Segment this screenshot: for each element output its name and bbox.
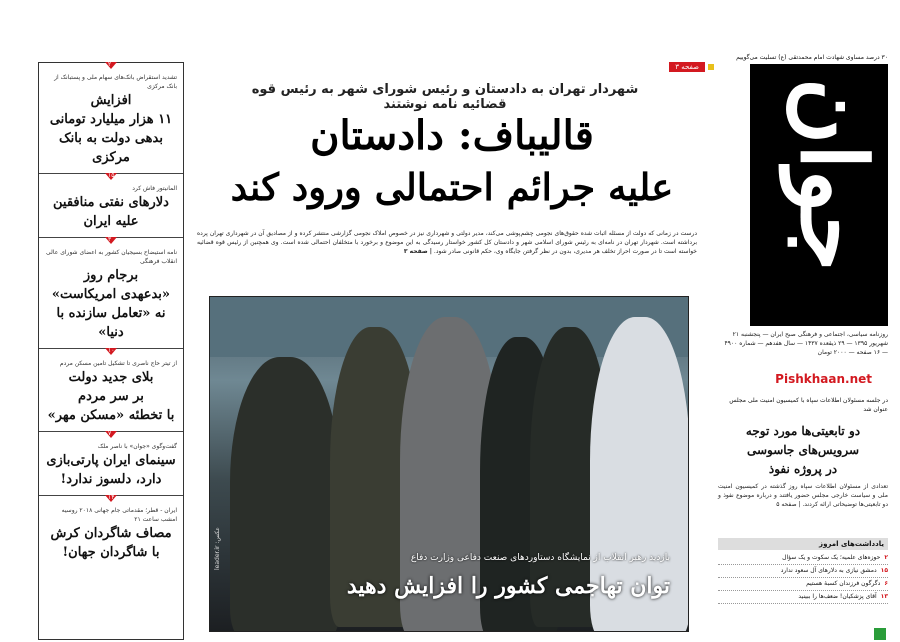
newspaper-logo: جوان [780,78,886,272]
news-teaser[interactable] [39,349,183,432]
page-marker-icon: ۱۴ [105,495,117,502]
pin-icon [708,64,714,70]
page-marker-icon: ۲ [105,62,117,69]
teaser-headline-line: با تخطئه «مسکن مهر» [47,408,175,423]
side-headline-line: در پروژه نفوذ [768,462,838,476]
notes-section-title: یادداشت‌های امروز [718,538,888,550]
teaser-headline-line: «بدعهدی امریکاست» [51,287,171,302]
news-teaser[interactable] [39,63,183,174]
headline-line-2: علیه جرائم احتمالی ورود کند [230,165,674,209]
note-title: دمشق نیازی به دلارهای آل سعود ندارد [780,567,877,574]
teaser-headline-line: سینمای ایران پارتی‌بازی [46,453,176,468]
side-story-headline[interactable] [718,422,888,479]
teaser-headline-line: برجام روز [83,268,139,283]
corner-badge-icon [874,628,886,640]
lead-page-ref[interactable]: | صفحه ۳ [403,248,432,255]
lead-paragraph [197,229,697,256]
left-news-column [38,62,184,640]
lead-story [197,62,705,640]
side-story-body: تعدادی از مسئولان اطلاعات سپاه روز گذشته در کمیسیون امنیت ملی و سیاست خارجی مجلس حضور یافتند و درباره موضوع نفوذ و دو تابعیتی‌ها توضیحاتی ارائه کردند. | صفحه ۵ [718,483,888,508]
notes-list [718,552,888,604]
masthead-tagline: روزنامه سیاسی، اجتماعی و فرهنگی صبح ایران — پنجشنبه ۲۱ شهریور ۱۳۹۵ — ۲۹ ذیقعده ۱۴۳۷ — سال هفدهم — شماره ۴۹۰۰ — ۱۶ صفحه — ۲۰۰۰ تومان [724,331,888,356]
teaser-kicker: نامه استیضاح بسیجیان کشور به اعضای شورای عالی انقلاب فرهنگی [46,249,177,265]
teaser-headline-line: بر سر مردم [78,389,144,404]
watermark: Pishkhaan.net [775,372,872,386]
page-marker-icon: ۳ [105,237,117,244]
teaser-kicker: گفت‌وگوی «جوان» با ناصر ملک [97,443,177,450]
page-tag: صفحه ۳ [669,62,705,72]
teaser-headline-line: بدهی دولت به بانک مرکزی [59,131,163,165]
page-marker-icon: ۱۵ [105,173,117,180]
teaser-kicker: المانیتور فاش کرد [132,185,177,192]
photo-caption-kicker: بازدید رهبر انقلاب از نمایشگاه دستاوردهای صنعت دفاعی وزارت دفاع [410,553,670,563]
side-headline-line: سرویس‌های جاسوسی [746,443,860,457]
note-title: حوزه‌های علمیه؛ یک سکوت و یک سؤال [782,554,881,561]
teaser-headline-line: بلای جدید دولت [68,370,154,385]
teaser-headline-line: مصاف شاگردان کرش [50,526,172,541]
teaser-headline-line: دارد، دلسوز ندارد! [60,472,162,487]
teaser-headline-line: ۱۱ هزار میلیارد تومانی [49,112,173,127]
teaser-headline-line: افزایش [90,93,132,108]
teaser-kicker: ایران - قطر؛ مقدماتی جام جهانی ۲۰۱۸ روسیه امشب ساعت ۲۱ [61,507,177,523]
teaser-headline-line: نه «تعامل سازنده با دنیا» [56,306,166,340]
lead-subhead[interactable]: شهردار تهران به دادستان و رئیس شورای شهر به رئیس قوه قضائیه نامه نوشتند [251,82,639,112]
note-item[interactable] [718,552,888,565]
note-item[interactable] [718,565,888,578]
side-headline-line: دو تابعیتی‌ها مورد توجه [745,424,861,438]
news-teaser[interactable] [39,432,183,496]
note-page-number: ۱۳ [880,593,888,600]
teaser-kicker: تشدید استقراض بانک‌های سهام ملی و پستبانک از بانک مرکزی [54,74,177,90]
headline-line-1: قالیباف: دادستان [310,112,594,159]
photo-credit: عکس: leader.ir [214,527,221,570]
note-page-number: ۶ [884,580,888,587]
note-title: دگرگون فرزندان کسبهٔ هستیم [806,580,881,587]
teaser-headline-line: دلارهای نفتی منافقین [53,195,169,210]
lead-text: درست در زمانی که دولت از مسئله اثبات شده حقوق‌های نجومی چشم‌پوشی می‌کند، مدیر دولتی و شهرداری نیز در خصوص املاک نجومی گزارشی منتشر کرده و از مصادیق آن در شهرداری تهران پرده برداشته است. شهردار تهران در نامه‌ای به رئیس شورای اسلامی شهر و دادستان کل کشور خواستار رسیدگی به این موضوع و برخورد با متخلفان احتمالی شده است. وی همچنین از رئیس قوه قضائیه خواسته است تا در صورت احراز تخلف هر مدیری، بدون در نظر گرفتن جایگاه وی، حکم قانونی صادر شود. [197,230,697,255]
note-page-number: ۲ [884,554,888,561]
masthead-topline: ۳۰ درصد مساوی شهادت امام محمدتقی (ع) تسلیت می‌گوییم [736,54,888,61]
page-marker-icon: ۷ [105,431,117,438]
page-marker-icon: ۱۰ [105,348,117,355]
news-teaser[interactable] [39,496,183,568]
side-story-kicker: در جلسه مسئولان اطلاعات سپاه با کمیسیون امنیت ملی مجلس عنوان شد [729,397,888,413]
teaser-kicker: از تیتر حاج ناصری تا تشکیل تامین مسکن مردم [59,360,177,367]
photo-figure [230,357,340,632]
lead-photo[interactable] [209,296,689,632]
news-teaser[interactable] [39,238,183,349]
masthead [750,64,888,326]
news-teaser[interactable] [39,174,183,238]
lead-headline[interactable] [227,110,677,212]
photo-caption-headline: توان تهاجمی کشور را افزایش دهید [346,573,670,599]
note-item[interactable] [718,591,888,604]
teaser-headline-line: علیه ایران [83,214,139,229]
teaser-headline-line: با شاگردان جهان! [62,545,160,560]
note-page-number: ۱۵ [880,567,888,574]
note-item[interactable] [718,578,888,591]
note-title: آقای پزشکیان! ضعف‌ها را ببینید [798,593,877,600]
